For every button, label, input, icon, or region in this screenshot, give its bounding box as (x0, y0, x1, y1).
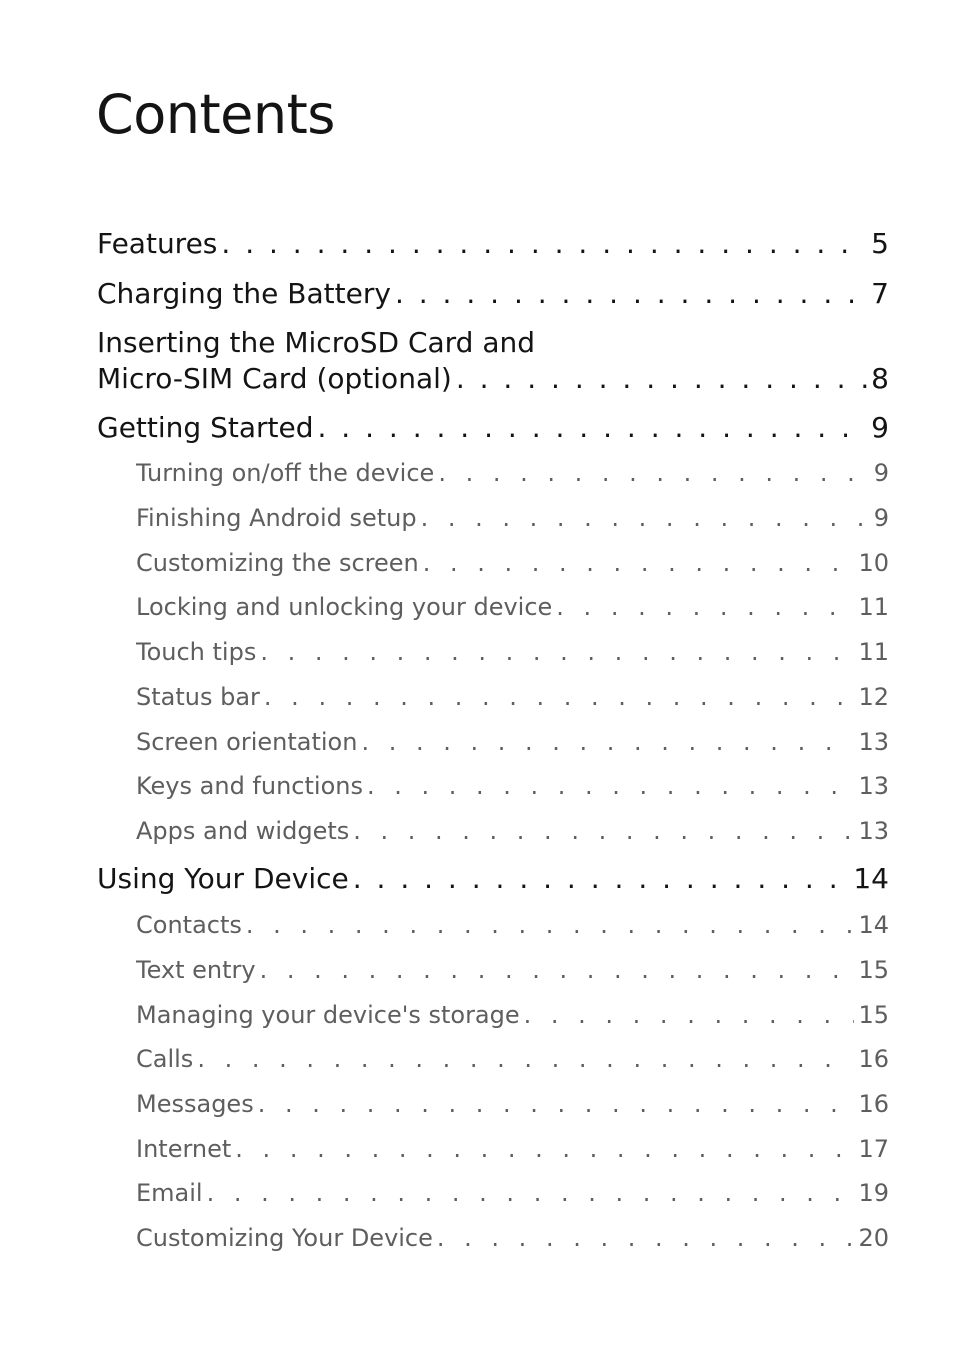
dot-leader (246, 911, 855, 939)
toc-entry-page: 11 (858, 638, 889, 666)
dot-leader (395, 277, 867, 310)
toc-entry-label: Screen orientation (136, 728, 358, 756)
dot-leader (207, 1179, 855, 1207)
dot-leader (421, 504, 870, 532)
toc-entry-features[interactable] (97, 227, 889, 260)
toc-entry-label: Email (136, 1179, 203, 1207)
toc-entry-page: 9 (873, 504, 889, 532)
toc-entry-inserting-cards[interactable] (97, 362, 889, 395)
toc-entry-label-line1[interactable]: Inserting the MicroSD Card and (97, 326, 536, 359)
toc-entry-label: Contacts (136, 911, 242, 939)
toc-entry-turning-on-off[interactable] (136, 459, 889, 487)
toc-entry-locking-unlocking[interactable] (136, 593, 889, 621)
toc-entry-label: Managing your device's storage (136, 1001, 520, 1029)
dot-leader (367, 772, 854, 800)
toc-entry-page: 9 (871, 411, 889, 444)
toc-entry-label: Calls (136, 1045, 194, 1073)
toc-entry-page: 9 (873, 459, 889, 487)
dot-leader (361, 728, 854, 756)
toc-entry-text-entry[interactable] (136, 956, 889, 984)
toc-entry-customizing-the-screen[interactable] (136, 549, 889, 577)
toc-entry-page: 14 (858, 911, 889, 939)
dot-leader (221, 227, 867, 260)
toc-entry-using-your-device[interactable] (97, 862, 889, 895)
toc-entry-page: 16 (858, 1045, 889, 1073)
toc-entry-label: Using Your Device (97, 862, 349, 895)
toc-entry-status-bar[interactable] (136, 683, 889, 711)
dot-leader (260, 956, 855, 984)
toc-entry-getting-started[interactable] (97, 411, 889, 444)
toc-entry-label: Apps and widgets (136, 817, 350, 845)
dot-leader (456, 362, 867, 395)
toc-entry-page: 12 (858, 683, 889, 711)
dot-leader (437, 1224, 855, 1252)
toc-entry-charging-the-battery[interactable] (97, 277, 889, 310)
toc-entry-page: 8 (871, 362, 889, 395)
toc-entry-label: Turning on/off the device (136, 459, 435, 487)
dot-leader (556, 593, 854, 621)
toc-entry-label: Messages (136, 1090, 254, 1118)
toc-entry-label: Internet (136, 1135, 232, 1163)
toc-entry-calls[interactable] (136, 1045, 889, 1073)
toc-entry-label: Keys and functions (136, 772, 363, 800)
toc-entry-managing-storage[interactable] (136, 1001, 889, 1029)
dot-leader (264, 683, 855, 711)
toc-entry-page: 5 (871, 227, 889, 260)
toc-entry-label: Getting Started (97, 411, 314, 444)
toc-entry-apps-and-widgets[interactable] (136, 817, 889, 845)
toc-entry-label: Finishing Android setup (136, 504, 417, 532)
toc-entry-page: 13 (858, 728, 889, 756)
toc-entry-label: Touch tips (136, 638, 257, 666)
dot-leader (524, 1001, 855, 1029)
toc-entry-label: Features (97, 227, 218, 260)
dot-leader (258, 1090, 855, 1118)
toc-entry-page: 15 (858, 956, 889, 984)
toc-entry-label: Customizing Your Device (136, 1224, 433, 1252)
dot-leader (353, 817, 854, 845)
dot-leader (197, 1045, 854, 1073)
toc-entry-page: 13 (858, 772, 889, 800)
toc-entry-touch-tips[interactable] (136, 638, 889, 666)
toc-entry-internet[interactable] (136, 1135, 889, 1163)
toc-entry-label: Charging the Battery (97, 277, 391, 310)
toc-entry-finishing-android-setup[interactable] (136, 504, 889, 532)
toc-entry-label: Status bar (136, 683, 260, 711)
toc-entry-page: 11 (858, 593, 889, 621)
toc-entry-messages[interactable] (136, 1090, 889, 1118)
toc-entry-email[interactable] (136, 1179, 889, 1207)
dot-leader (353, 862, 850, 895)
toc-entry-keys-and-functions[interactable] (136, 772, 889, 800)
dot-leader (260, 638, 854, 666)
toc-entry-page: 16 (858, 1090, 889, 1118)
toc-entry-page: 14 (853, 862, 889, 895)
toc-entry-screen-orientation[interactable] (136, 728, 889, 756)
toc-entry-contacts[interactable] (136, 911, 889, 939)
dot-leader (438, 459, 869, 487)
page-title: Contents (96, 83, 335, 146)
toc-entry-page: 17 (858, 1135, 889, 1163)
toc-entry-customizing-your-device[interactable] (136, 1224, 889, 1252)
toc-entry-page: 10 (858, 549, 889, 577)
toc-entry-label: Customizing the screen (136, 549, 419, 577)
toc-entry-page: 7 (871, 277, 889, 310)
toc-entry-label: Text entry (136, 956, 256, 984)
dot-leader (235, 1135, 854, 1163)
toc-entry-page: 13 (858, 817, 889, 845)
toc-entry-page: 15 (858, 1001, 889, 1029)
dot-leader (423, 549, 855, 577)
toc-entry-label: Micro-SIM Card (optional) (97, 362, 452, 395)
toc-entry-label: Locking and unlocking your device (136, 593, 553, 621)
toc-entry-page: 20 (858, 1224, 889, 1252)
toc-entry-page: 19 (858, 1179, 889, 1207)
dot-leader (317, 411, 867, 444)
